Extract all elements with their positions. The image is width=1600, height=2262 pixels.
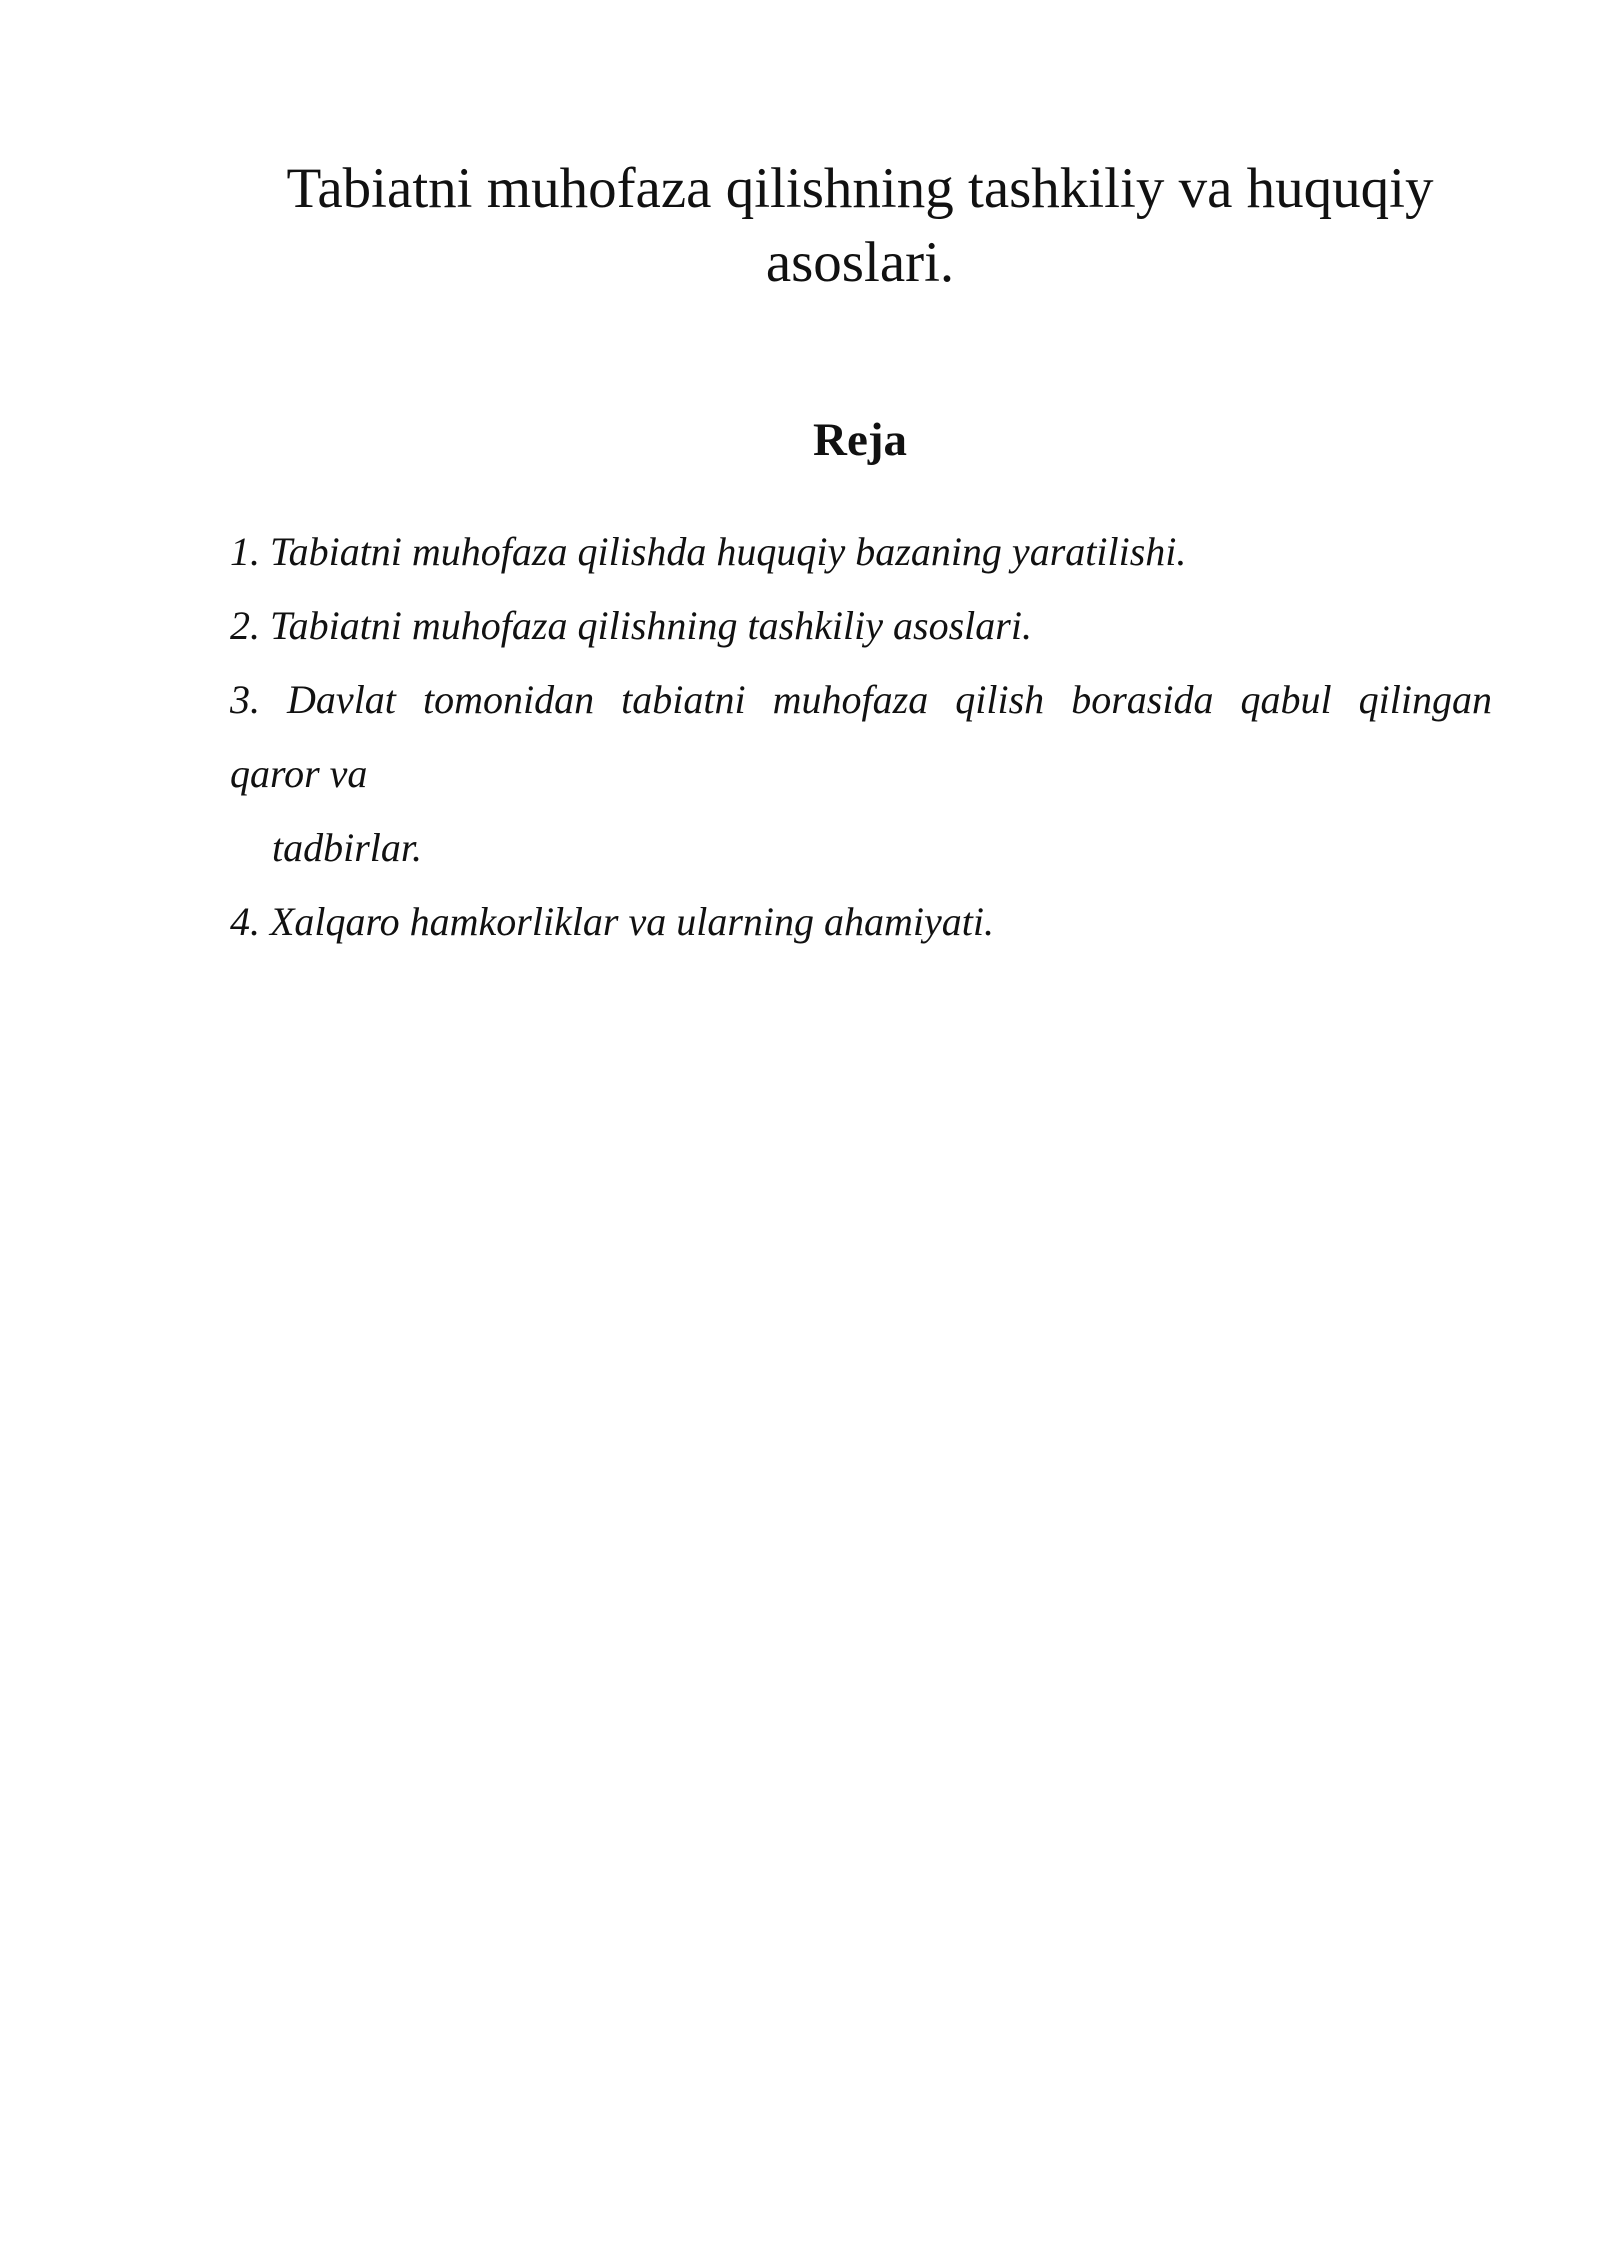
plan-item-3 bbox=[230, 663, 1492, 885]
plan-item-3-line-1: 3. Davlat tomonidan tabiatni muhofaza qilish borasida qabul qilingan bbox=[230, 677, 1492, 722]
plan-item-4: 4. Xalqaro hamkorliklar va ularning ahamiyati. bbox=[230, 899, 995, 944]
plan-list bbox=[230, 515, 1492, 959]
plan-item-1: 1. Tabiatni muhofaza qilishda huquqiy bazaning yaratilishi. bbox=[230, 529, 1187, 574]
plan-item-3-line-3: tadbirlar. bbox=[272, 825, 423, 870]
document-title bbox=[230, 152, 1490, 300]
plan-item-2: 2. Tabiatni muhofaza qilishning tashkiliy asoslari. bbox=[230, 603, 1032, 648]
plan-heading: Reja bbox=[813, 414, 907, 466]
document-title-line-2: asoslari. bbox=[765, 231, 955, 294]
document-title-line-1: Tabiatni muhofaza qilishning tashkiliy va huquqiy bbox=[286, 157, 1434, 220]
plan-item-3-line-2: qaror va bbox=[230, 751, 368, 796]
